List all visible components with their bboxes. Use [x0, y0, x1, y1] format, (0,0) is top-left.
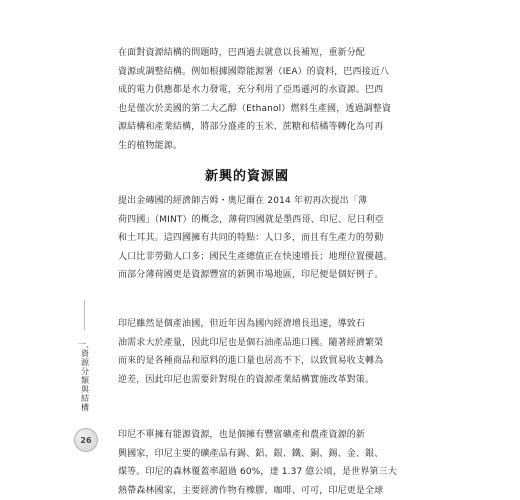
text-line: 提出金磚國的經濟師吉姆・奧尼爾在 2014 年初再次提出「薄	[118, 196, 368, 206]
text-line: 人口比非勞動人口多；國民生產總值正在快速增長；地理位置優越。	[118, 251, 393, 262]
text-line: 油需求大於產量，因此印尼也是個石油產品進口國。隨著經濟繁榮	[118, 337, 384, 348]
page-number-badge	[74, 428, 98, 452]
text-line: 荷四國」（MINT）的概念，薄荷四國就是墨西哥、印尼、尼日利亞	[118, 214, 384, 225]
text-line: 興國家，印尼主要的礦產品有錫、鋁、銀、鐵、銅、錫、金、銀、	[118, 448, 384, 459]
section-heading: 新興的資源國	[204, 169, 289, 184]
text-line: 和土耳其。這四國擁有共同的特點：人口多，而且有生產力的勞動	[118, 233, 384, 244]
paragraph-mint	[118, 192, 393, 285]
paragraph-indonesia-oil	[118, 315, 383, 389]
page-number: 26	[80, 435, 92, 445]
text-line: 也是僅次於美國的第二大乙醇（Ethanol）燃料生產國，透過調整資	[118, 103, 392, 114]
text-line: 在面對資源結構的問題時，巴西過去就意以長補短，重新分配	[118, 48, 366, 58]
text-line: 而部分薄荷國更是資源豐富的新興市場地區，印尼便是個好例子。	[118, 270, 384, 281]
text-line: 印尼不單擁有能源資源，也是個擁有豐富礦產和農產資源的新	[118, 430, 366, 440]
text-line: 生的植物能源。	[118, 140, 183, 151]
text-line: 而來的是各種商品和原料的進口量也居高不下，以致貿易收支轉為	[118, 356, 384, 367]
text-line: 逆差，因此印尼也需要針對現在的資源產業結構實施改革對策。	[118, 374, 375, 385]
text-line: 資源或調整結構。例如根據國際能源署（IEA）的資料，巴西接近八	[118, 66, 390, 77]
chapter-sidebar-label: 一、資源分類與結構	[78, 340, 94, 412]
text-line: 煤等。印尼的森林覆蓋率超過 60%，達 1.37 億公頃，是世界第三大	[118, 467, 397, 478]
paragraph-indonesia-resources	[118, 426, 397, 500]
paragraph-brazil	[118, 44, 391, 156]
text-line: 熱帶森林國家，主要經濟作物有橡膠、咖啡、可可，印尼更是全球	[118, 485, 384, 496]
sidebar-divider	[84, 300, 85, 330]
text-line: 成的電力供應都是水力發電，充分利用了亞馬遜河的水資源。巴西	[118, 85, 384, 96]
text-line: 印尼雖然是個產油國，但近年因為國內經濟增長迅速，導致石	[118, 319, 366, 329]
text-line: 源結構和產業結構，將部分盛產的玉米、蔗糖和桔橘等轉化為可再	[118, 122, 384, 133]
